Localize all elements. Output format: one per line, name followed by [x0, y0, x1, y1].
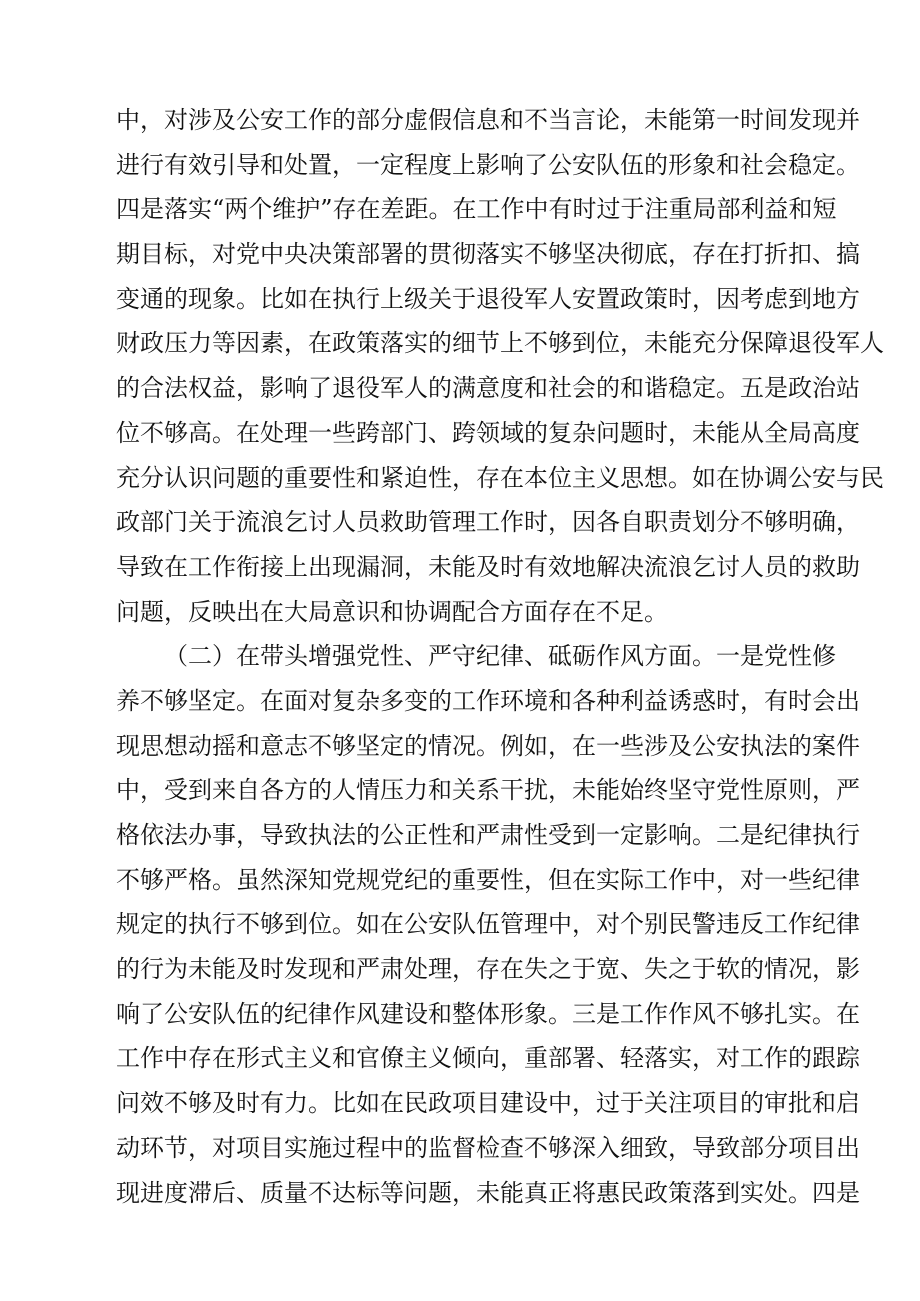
text-line: 政部门关于流浪乞讨人员救助管理工作时，因各自职责划分不够明确， [116, 508, 860, 537]
text-line: 导致在工作衔接上出现漏洞，未能及时有效地解决流浪乞讨人员的救助 [116, 552, 860, 581]
body-text [116, 98, 884, 1215]
text-line: 规定的执行不够到位。如在公安队伍管理中，对个别民警违反工作纪律 [116, 910, 860, 939]
text-line: 充分认识问题的重要性和紧迫性，存在本位主义思想。如在协调公安与民 [116, 463, 884, 492]
text-line: 动环节，对项目实施过程中的监督检查不够深入细致，导致部分项目出 [116, 1133, 860, 1162]
text-line: 进行有效引导和处置，一定程度上影响了公安队伍的形象和社会稳定。 [116, 150, 860, 179]
paragraph-end-line: 问题，反映出在大局意识和协调配合方面存在不足。 [116, 597, 668, 626]
text-line: 养不够坚定。在面对复杂多变的工作环境和各种利益诱惑时，有时会出 [116, 686, 860, 715]
text-line: 中，对涉及公安工作的部分虚假信息和不当言论，未能第一时间发现并 [116, 106, 860, 134]
text-line: 格依法办事，导致执法的公正性和严肃性受到一定影响。二是纪律执行 [116, 821, 860, 849]
text-line: 响了公安队伍的纪律作风建设和整体形象。三是工作作风不够扎实。在 [116, 999, 860, 1028]
text-line: 期目标，对党中央决策部署的贯彻落实不够坚决彻底，存在打折扣、搞 [116, 240, 860, 269]
text-line: 现进度滞后、质量不达标等问题，未能真正将惠民政策落到实处。四是 [116, 1178, 860, 1207]
text-line: 变通的现象。比如在执行上级关于退役军人安置政策时，因考虑到地方 [116, 284, 860, 313]
text-line: 不够严格。虽然深知党规党纪的重要性，但在实际工作中，对一些纪律 [116, 865, 860, 894]
section-heading-line: （二）在带头增强党性、严守纪律、砥砺作风方面。一是党性修 [164, 642, 836, 671]
text-line: 财政压力等因素，在政策落实的细节上不够到位，未能充分保障退役军人 [116, 329, 884, 358]
text-line: 的行为未能及时发现和严肃处理，存在失之于宽、失之于软的情况，影 [116, 955, 860, 984]
text-line: 现思想动摇和意志不够坚定的情况。例如，在一些涉及公安执法的案件 [116, 731, 860, 760]
text-line: 位不够高。在处理一些跨部门、跨领域的复杂问题时，未能从全局高度 [116, 418, 860, 447]
text-line: 中，受到来自各方的人情压力和关系干扰，未能始终坚守党性原则，严 [116, 776, 860, 805]
text-line: 的合法权益，影响了退役军人的满意度和社会的和谐稳定。五是政治站 [116, 374, 860, 403]
text-line: 四是落实“两个维护”存在差距。在工作中有时过于注重局部利益和短 [116, 195, 837, 224]
text-line: 工作中存在形式主义和官僚主义倾向，重部署、轻落实，对工作的跟踪 [116, 1044, 860, 1073]
text-line: 问效不够及时有力。比如在民政项目建设中，过于关注项目的审批和启 [116, 1089, 860, 1118]
